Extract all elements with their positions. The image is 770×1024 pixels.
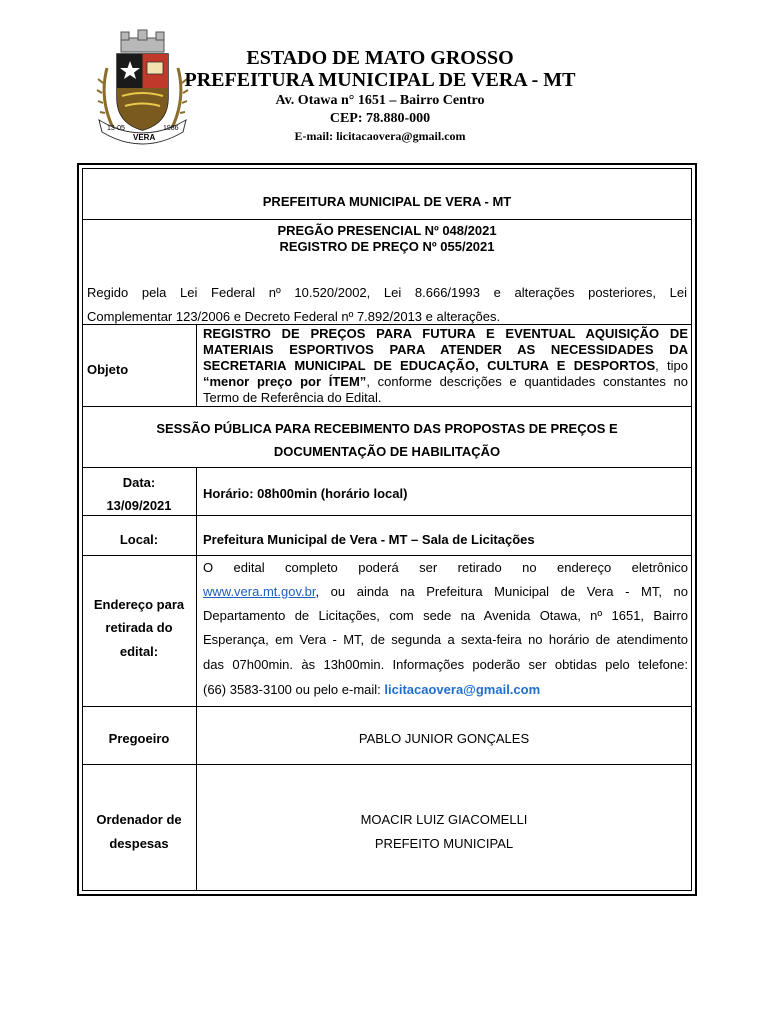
email-link[interactable]: licitacaovera@gmail.com bbox=[384, 682, 541, 697]
data-label: Data: bbox=[122, 475, 156, 490]
document-inner-border bbox=[82, 168, 692, 891]
endereco-line-6 bbox=[203, 682, 688, 698]
endereco-line-5: das 07h00min. às 13h00min. Informações poderão ser obtidas pelo telefone: bbox=[203, 657, 688, 672]
ordenador-name: MOACIR LUIZ GIACOMELLI bbox=[360, 812, 528, 827]
crest-ribbon-text: VERA bbox=[133, 133, 156, 142]
horario: Horário: 08h00min (horário local) bbox=[203, 486, 408, 501]
divider bbox=[82, 555, 692, 556]
data-value: 13/09/2021 bbox=[106, 498, 172, 513]
divider bbox=[82, 515, 692, 516]
objeto-conforme: , conforme descrições e quantidades constantes no bbox=[366, 374, 689, 389]
divider bbox=[82, 764, 692, 765]
divider bbox=[82, 467, 692, 468]
endereco-phone: (66) 3583-3100 ou pelo e-mail: bbox=[203, 682, 381, 697]
objeto-line-2: MATERIAIS ESPORTIVOS PARA ATENDER AS NECESSIDADES DA bbox=[203, 342, 688, 357]
sessao-publica-line-1: SESSÃO PÚBLICA PARA RECEBIMENTO DAS PROPOSTAS DE PREÇOS E bbox=[156, 421, 618, 436]
divider bbox=[82, 706, 692, 707]
endereco-label-2: retirada do bbox=[105, 620, 173, 635]
sessao-publica-line-2: DOCUMENTAÇÃO DE HABILITAÇÃO bbox=[273, 444, 501, 459]
objeto-label: Objeto bbox=[87, 362, 129, 377]
local-label: Local: bbox=[119, 532, 159, 547]
objeto-line-5: Termo de Referência do Edital. bbox=[203, 390, 382, 405]
divider bbox=[82, 219, 692, 220]
divider bbox=[196, 324, 197, 406]
state-title: ESTADO DE MATO GROSSO bbox=[246, 47, 514, 69]
divider bbox=[82, 406, 692, 407]
site-link[interactable]: www.vera.mt.gov.br bbox=[203, 584, 316, 599]
objeto-secretaria: SECRETARIA MUNICIPAL DE EDUCAÇÃO, CULTURA E DESPORTOS bbox=[203, 358, 656, 373]
endereco-line-2 bbox=[203, 584, 688, 600]
ordenador-label-2: despesas bbox=[109, 836, 169, 851]
objeto-line-1: REGISTRO DE PREÇOS PARA FUTURA E EVENTUAL AQUISIÇÃO DE bbox=[203, 326, 688, 341]
local-value: Prefeitura Municipal de Vera - MT – Sala de Licitações bbox=[203, 532, 535, 547]
objeto-line-4 bbox=[203, 374, 688, 390]
endereco-line-4: Esperança, em Vera - MT, de segunda a sexta-feira no horário de atendimento bbox=[203, 632, 688, 647]
crest-right-year: 1986 bbox=[163, 125, 179, 132]
endereco-line-1: O edital completo poderá ser retirado no endereço eletrônico bbox=[203, 560, 688, 575]
address-line: Av. Otawa n° 1651 – Bairro Centro bbox=[275, 93, 485, 108]
ordenador-role: PREFEITO MUNICIPAL bbox=[374, 836, 514, 851]
divider bbox=[82, 324, 692, 325]
prefecture-title: PREFEITURA MUNICIPAL DE VERA - MT bbox=[184, 69, 576, 91]
endereco-label-3: edital: bbox=[119, 644, 159, 659]
endereco-line-3: Departamento de Licitações, com sede na Avenida Otawa, nº 1651, Bairro bbox=[203, 608, 688, 623]
objeto-line-3 bbox=[203, 358, 688, 374]
doc-title: PREFEITURA MUNICIPAL DE VERA - MT bbox=[262, 194, 512, 209]
endereco-line-2-rest: , ou ainda na Prefeitura Municipal de Vera - MT, no bbox=[315, 584, 688, 599]
endereco-label-1: Endereço para bbox=[93, 597, 185, 612]
regido-line-1: Regido pela Lei Federal nº 10.520/2002, Lei 8.666/1993 e alterações posteriores, Lei bbox=[87, 285, 687, 300]
pregao-number: PREGÃO PRESENCIAL Nº 048/2021 bbox=[277, 223, 497, 238]
email-line: E-mail: licitacaovera@gmail.com bbox=[294, 129, 466, 143]
letterhead bbox=[0, 0, 770, 160]
objeto-tipo: , tipo bbox=[655, 358, 689, 373]
ordenador-label-1: Ordenador de bbox=[96, 812, 182, 827]
registro-preco-number: REGISTRO DE PREÇO Nº 055/2021 bbox=[279, 239, 495, 254]
objeto-menor-preco: “menor preço por ÍTEM” bbox=[203, 374, 367, 389]
cep-line: CEP: 78.880-000 bbox=[329, 111, 431, 126]
pregoeiro-label: Pregoeiro bbox=[108, 731, 170, 746]
crest-left-date: 13-05 bbox=[107, 125, 125, 132]
regido-line-2: Complementar 123/2006 e Decreto Federal nº 7.892/2013 e alterações. bbox=[87, 309, 501, 324]
pregoeiro-name: PABLO JUNIOR GONÇALES bbox=[358, 731, 530, 746]
